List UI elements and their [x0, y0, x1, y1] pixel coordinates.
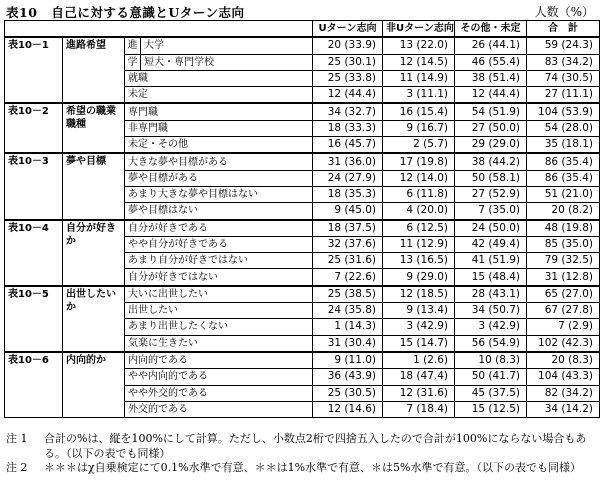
value-cell: 16 (45.7)	[313, 137, 383, 154]
table-number: 表10	[6, 5, 38, 20]
section-category: 夢や目標	[63, 153, 125, 219]
row-item: 内向的である	[125, 352, 313, 369]
value-cell: 18 (33.3)	[313, 120, 383, 136]
value-cell: 74 (30.5)	[527, 70, 600, 86]
value-cell: 15 (14.7)	[383, 335, 455, 352]
value-cell: 31 (36.0)	[313, 153, 383, 170]
value-cell: 85 (35.0)	[527, 236, 600, 252]
value-cell: 20 (8.2)	[527, 203, 600, 220]
value-cell: 24 (50.0)	[455, 220, 527, 237]
value-cell: 15 (12.5)	[455, 401, 527, 417]
table-body	[5, 37, 600, 417]
value-cell: 54 (51.9)	[455, 103, 527, 120]
value-cell: 26 (44.1)	[455, 37, 527, 54]
row-item: 出世したい	[125, 303, 313, 319]
value-cell: 4 (20.0)	[383, 203, 455, 220]
row-item: 専門職	[125, 103, 313, 120]
note-1	[6, 432, 598, 461]
value-cell: 11 (14.9)	[383, 70, 455, 86]
value-cell: 9 (13.4)	[383, 303, 455, 319]
value-cell: 9 (29.0)	[383, 269, 455, 286]
table-row	[5, 220, 600, 237]
value-cell: 31 (12.8)	[527, 269, 600, 286]
value-cell: 45 (37.5)	[455, 385, 527, 401]
row-item: 自分が好きである	[125, 220, 313, 237]
header-row	[5, 21, 600, 38]
row-group: 進	[125, 37, 141, 54]
value-cell: 12 (44.4)	[313, 87, 383, 104]
row-item: 未定	[125, 87, 313, 104]
value-cell: 7 (2.9)	[527, 319, 600, 335]
value-cell: 35 (18.1)	[527, 137, 600, 154]
row-group: 学	[125, 54, 141, 70]
section-label: 表10－2	[5, 103, 63, 153]
value-cell: 7 (18.4)	[383, 401, 455, 417]
value-cell: 3 (42.9)	[383, 319, 455, 335]
value-cell: 28 (43.1)	[455, 286, 527, 303]
row-item: やや自分が好きである	[125, 236, 313, 252]
note-2-label: 注 2	[6, 461, 28, 474]
value-cell: 32 (37.6)	[313, 236, 383, 252]
value-cell: 48 (19.8)	[527, 220, 600, 237]
value-cell: 25 (30.1)	[313, 54, 383, 70]
section-label: 表10－1	[5, 37, 63, 103]
value-cell: 18 (37.5)	[313, 220, 383, 237]
section-category: 内向的か	[63, 352, 125, 418]
value-cell: 104 (53.9)	[527, 103, 600, 120]
table-row	[5, 352, 600, 369]
value-cell: 1 (2.6)	[383, 352, 455, 369]
value-cell: 27 (11.1)	[527, 87, 600, 104]
row-item: 就職	[125, 70, 313, 86]
value-cell: 13 (22.0)	[383, 37, 455, 54]
value-cell: 10 (8.3)	[455, 352, 527, 369]
value-cell: 1 (14.3)	[313, 319, 383, 335]
value-cell: 34 (14.2)	[527, 401, 600, 417]
value-cell: 34 (50.7)	[455, 303, 527, 319]
value-cell: 42 (49.4)	[455, 236, 527, 252]
value-cell: 20 (33.9)	[313, 37, 383, 54]
value-cell: 25 (33.8)	[313, 70, 383, 86]
value-cell: 38 (51.4)	[455, 70, 527, 86]
value-cell: 9 (11.0)	[313, 352, 383, 369]
value-cell: 36 (43.9)	[313, 369, 383, 385]
row-item: 外交的である	[125, 401, 313, 417]
value-cell: 25 (30.5)	[313, 385, 383, 401]
row-item: 気楽に生きたい	[125, 335, 313, 352]
row-item: 大学	[141, 37, 313, 54]
value-cell: 6 (12.5)	[383, 220, 455, 237]
section-label: 表10－4	[5, 220, 63, 286]
value-cell: 11 (12.9)	[383, 236, 455, 252]
value-cell: 86 (35.4)	[527, 170, 600, 186]
note-1-label: 注 1	[6, 432, 28, 445]
row-item: 夢や目標がある	[125, 170, 313, 186]
value-cell: 102 (42.3)	[527, 335, 600, 352]
row-item: あまり大きな夢や目標はない	[125, 186, 313, 202]
section-category: 進路希望	[63, 37, 125, 103]
table-row	[5, 37, 600, 54]
table-row	[5, 153, 600, 170]
value-cell: 20 (8.3)	[527, 352, 600, 369]
value-cell: 54 (28.0)	[527, 120, 600, 136]
note-1-text: 合計の%は、縦を100%にして計算。ただし、小数点2桁で四捨五入したので合計が100%にならない場合もある。（以下の表でも同様）	[44, 432, 587, 460]
header-blank	[5, 21, 313, 38]
section-category: 自分が好きか	[63, 220, 125, 286]
value-cell: 41 (51.9)	[455, 253, 527, 269]
note-2	[6, 461, 598, 476]
value-cell: 79 (32.5)	[527, 253, 600, 269]
section-label: 表10－5	[5, 286, 63, 352]
value-cell: 24 (27.9)	[313, 170, 383, 186]
row-item: 大きな夢や目標がある	[125, 153, 313, 170]
table-row	[5, 103, 600, 120]
value-cell: 24 (35.8)	[313, 303, 383, 319]
section-label: 表10－6	[5, 352, 63, 418]
value-cell: 27 (52.9)	[455, 186, 527, 202]
value-cell: 83 (34.2)	[527, 54, 600, 70]
value-cell: 38 (44.2)	[455, 153, 527, 170]
value-cell: 3 (42.9)	[455, 319, 527, 335]
value-cell: 12 (14.0)	[383, 170, 455, 186]
table-row	[5, 286, 600, 303]
value-cell: 12 (18.5)	[383, 286, 455, 303]
value-cell: 13 (16.5)	[383, 253, 455, 269]
row-item: やや内向的である	[125, 369, 313, 385]
value-cell: 12 (31.6)	[383, 385, 455, 401]
value-cell: 46 (55.4)	[455, 54, 527, 70]
header-col-2: 非Uターン志向	[383, 21, 455, 38]
value-cell: 50 (58.1)	[455, 170, 527, 186]
value-cell: 25 (31.6)	[313, 253, 383, 269]
value-cell: 18 (35.3)	[313, 186, 383, 202]
value-cell: 34 (32.7)	[313, 103, 383, 120]
header-col-4: 合 計	[527, 21, 600, 38]
value-cell: 50 (41.7)	[455, 369, 527, 385]
table-caption: 自己に対する意識とUターン志向	[51, 5, 245, 20]
value-cell: 17 (19.8)	[383, 153, 455, 170]
value-cell: 12 (44.4)	[455, 87, 527, 104]
value-cell: 16 (15.4)	[383, 103, 455, 120]
notes	[6, 432, 598, 476]
row-item: 夢や目標はない	[125, 203, 313, 220]
section-category: 希望の職業職種	[63, 103, 125, 153]
row-item: あまり出世したくない	[125, 319, 313, 335]
row-item: やや外交的である	[125, 385, 313, 401]
value-cell: 9 (16.7)	[383, 120, 455, 136]
data-table	[4, 20, 600, 418]
value-cell: 18 (47.4)	[383, 369, 455, 385]
row-item: 未定・その他	[125, 137, 313, 154]
row-item: 大いに出世したい	[125, 286, 313, 303]
value-cell: 27 (50.0)	[455, 120, 527, 136]
header-col-1: Uターン志向	[313, 21, 383, 38]
value-cell: 86 (35.4)	[527, 153, 600, 170]
value-cell: 65 (27.0)	[527, 286, 600, 303]
value-cell: 7 (22.6)	[313, 269, 383, 286]
value-cell: 2 (5.7)	[383, 137, 455, 154]
table-title	[6, 3, 245, 21]
row-item: 短大・専門学校	[141, 54, 313, 70]
value-cell: 12 (14.5)	[383, 54, 455, 70]
value-cell: 3 (11.1)	[383, 87, 455, 104]
value-cell: 56 (54.9)	[455, 335, 527, 352]
note-2-text: ＊＊＊はχ自乗検定にて0.1%水準で有意、＊＊は1%水準で有意、＊は5%水準で有意。（以下の表でも同様）	[44, 461, 582, 474]
value-cell: 15 (48.4)	[455, 269, 527, 286]
value-cell: 51 (21.0)	[527, 186, 600, 202]
unit-label: 人数（%）	[534, 5, 594, 19]
value-cell: 59 (24.3)	[527, 37, 600, 54]
value-cell: 67 (27.8)	[527, 303, 600, 319]
row-item: 自分が好きではない	[125, 269, 313, 286]
value-cell: 7 (35.0)	[455, 203, 527, 220]
value-cell: 6 (11.8)	[383, 186, 455, 202]
value-cell: 12 (14.6)	[313, 401, 383, 417]
value-cell: 82 (34.2)	[527, 385, 600, 401]
value-cell: 104 (43.3)	[527, 369, 600, 385]
value-cell: 9 (45.0)	[313, 203, 383, 220]
value-cell: 29 (29.0)	[455, 137, 527, 154]
row-item: あまり自分が好きではない	[125, 253, 313, 269]
section-label: 表10－3	[5, 153, 63, 219]
value-cell: 31 (30.4)	[313, 335, 383, 352]
header-col-3: その他・未定	[455, 21, 527, 38]
value-cell: 25 (38.5)	[313, 286, 383, 303]
section-category: 出世したいか	[63, 286, 125, 352]
row-item: 非専門職	[125, 120, 313, 136]
